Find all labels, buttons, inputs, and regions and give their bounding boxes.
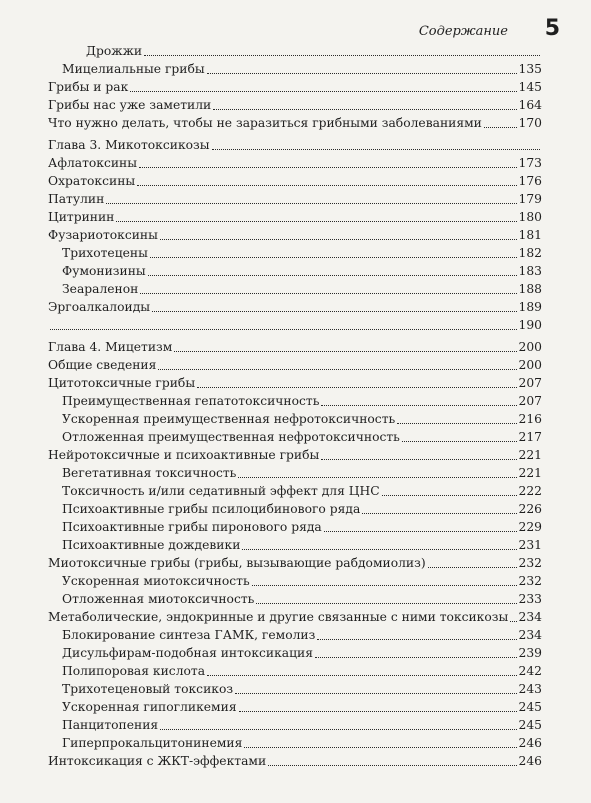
toc-entry: [48, 208, 542, 226]
toc-entry-page: 216: [518, 412, 542, 426]
dot-leader: [256, 603, 516, 604]
toc-entry: [48, 464, 542, 482]
dot-leader: [137, 185, 516, 186]
dot-leader: [144, 55, 540, 56]
toc-entry: [48, 244, 542, 262]
dot-leader: [197, 387, 516, 388]
dot-leader: [174, 351, 516, 352]
running-header: [40, 14, 560, 44]
toc-entry-page: 180: [518, 210, 542, 224]
toc-entry-page: 234: [518, 628, 542, 642]
toc-entry-page: 145: [518, 80, 542, 94]
toc-entry-label: Преимущественная гепатотоксичность: [62, 394, 320, 408]
toc-entry-page: 229: [518, 520, 542, 534]
dot-leader: [428, 567, 517, 568]
toc-entry-label: Фузариотоксины: [48, 228, 158, 242]
dot-leader: [207, 73, 517, 74]
dot-leader: [324, 531, 517, 532]
toc-entry-label: Миотоксичные грибы (грибы, вызывающие рабдомиолиз): [48, 556, 426, 570]
dot-leader: [402, 441, 517, 442]
toc-entry-label: Фумонизины: [62, 264, 146, 278]
toc-entry: [48, 280, 542, 298]
toc-entry-label: Ускоренная преимущественная нефротоксичность: [62, 412, 396, 426]
dot-leader: [140, 293, 516, 294]
toc-entry-page: 243: [518, 682, 542, 696]
toc-entry: [48, 428, 542, 446]
dot-leader: [484, 127, 517, 128]
toc-entry: [48, 356, 542, 374]
toc-entry-page: 189: [518, 300, 542, 314]
toc-entry-page: 135: [518, 62, 542, 76]
toc-entry: [48, 60, 542, 78]
toc-entry-page: 207: [518, 394, 542, 408]
toc-entry-label: Ускоренная миотоксичность: [62, 574, 250, 588]
dot-leader: [106, 203, 516, 204]
toc-entry-label: Панцитопения: [62, 718, 159, 732]
toc-entry-page: 176: [518, 174, 542, 188]
toc-entry: [48, 500, 542, 518]
dot-leader: [315, 657, 517, 658]
toc-entry-page: 164: [518, 98, 542, 112]
toc-entry-label: Общие сведения: [48, 358, 157, 372]
toc-entry-label: Эргоалкалоиды: [48, 300, 151, 314]
dot-leader: [382, 495, 517, 496]
toc-entry: [48, 374, 542, 392]
toc-entry: [48, 190, 542, 208]
toc-entry: [48, 716, 542, 734]
toc-entry-page: 173: [518, 156, 542, 170]
toc-entry-label: Нейротоксичные и психоактивные грибы: [48, 448, 320, 462]
toc-entry: [48, 590, 542, 608]
toc-entry: [48, 518, 542, 536]
dot-leader: [212, 149, 540, 150]
toc-entry-label: Охратоксины: [48, 174, 136, 188]
running-title: Содержание: [418, 24, 508, 39]
toc-entry: [48, 608, 542, 626]
toc-entry-page: 217: [518, 430, 542, 444]
toc-entry-label: Гиперпрокальцитонинемия: [62, 736, 243, 750]
toc-entry: [48, 316, 542, 334]
toc-entry-page: 188: [518, 282, 542, 296]
dot-leader: [321, 459, 516, 460]
toc-entry-page: 245: [518, 718, 542, 732]
toc-entry-page: 182: [518, 246, 542, 260]
toc-entry: [48, 698, 542, 716]
toc-entry-label: Психоактивные грибы пиронового ряда: [62, 520, 322, 534]
dot-leader: [152, 311, 516, 312]
toc-entry: [48, 446, 542, 464]
dot-leader: [244, 747, 516, 748]
dot-leader: [50, 329, 517, 330]
toc-entry-page: 181: [518, 228, 542, 242]
dot-leader: [238, 477, 516, 478]
toc-entry-label: Токсичность и/или седативный эффект для ЦНС: [62, 484, 380, 498]
toc-entry-label: Интоксикация с ЖКТ-эффектами: [48, 754, 267, 768]
dot-leader: [160, 239, 517, 240]
toc-entry: [48, 172, 542, 190]
toc-entry-label: Цитотоксичные грибы: [48, 376, 196, 390]
toc-entry-page: 246: [518, 754, 542, 768]
toc-entry: [48, 226, 542, 244]
toc-entry-label: Глава 3. Микотоксикозы: [48, 138, 210, 152]
dot-leader: [150, 257, 517, 258]
toc-entry: [48, 644, 542, 662]
page-number: 5: [544, 16, 560, 41]
toc-entry-label: Дрожжи: [86, 44, 143, 58]
toc-entry-label: Зеараленон: [62, 282, 139, 296]
dot-leader: [252, 585, 517, 586]
toc-entry-label: Мицелиальные грибы: [62, 62, 205, 76]
toc-entry-label: Грибы и рак: [48, 80, 129, 94]
toc-entry-page: 207: [518, 376, 542, 390]
toc-entry: [48, 298, 542, 316]
toc-entry-label: Глава 4. Мицетизм: [48, 340, 173, 354]
toc-entry-page: 232: [518, 574, 542, 588]
toc-entry-page: 170: [518, 116, 542, 130]
toc-entry-page: 222: [518, 484, 542, 498]
toc-entry-label: Цитринин: [48, 210, 115, 224]
dot-leader: [213, 109, 516, 110]
toc-entry-page: 242: [518, 664, 542, 678]
toc-entry: [48, 482, 542, 500]
dot-leader: [268, 765, 516, 766]
toc-entry-label: Метаболические, эндокринные и другие связанные с ними токсикозы: [48, 610, 509, 624]
toc-entry: [48, 42, 542, 60]
toc-entry-label: Что нужно делать, чтобы не заразиться грибными заболеваниями: [48, 116, 482, 130]
dot-leader: [235, 693, 516, 694]
toc-entry-label: Психоактивные дождевики: [62, 538, 241, 552]
toc-entry: [48, 78, 542, 96]
dot-leader: [239, 711, 517, 712]
toc-entry: [48, 680, 542, 698]
toc-entry: [48, 554, 542, 572]
toc-entry: [48, 734, 542, 752]
dot-leader: [148, 275, 517, 276]
dot-leader: [207, 675, 516, 676]
toc-entry-page: 190: [518, 318, 542, 332]
dot-leader: [317, 639, 516, 640]
dot-leader: [139, 167, 516, 168]
toc-entry: [48, 536, 542, 554]
toc-entry-page: 234: [518, 610, 542, 624]
toc-entry-label: Трихотецены: [62, 246, 148, 260]
toc-entry-page: 231: [518, 538, 542, 552]
dot-leader: [397, 423, 516, 424]
toc-entry: [48, 410, 542, 428]
toc-entry-label: Полипоровая кислота: [62, 664, 206, 678]
toc-entry-page: 221: [518, 466, 542, 480]
toc-entry-page: 183: [518, 264, 542, 278]
toc-entry-label: Вегетативная токсичность: [62, 466, 237, 480]
toc-entry: [48, 96, 542, 114]
toc-entry-page: 233: [518, 592, 542, 606]
dot-leader: [130, 91, 516, 92]
dot-leader: [160, 729, 516, 730]
toc-entry-page: 245: [518, 700, 542, 714]
toc-entry-label: Афлатоксины: [48, 156, 138, 170]
toc-entry: [48, 114, 542, 132]
toc-entry: [48, 136, 542, 154]
toc-entry-page: 200: [518, 358, 542, 372]
toc-entry-page: 246: [518, 736, 542, 750]
dot-leader: [510, 621, 516, 622]
toc-entry-label: Трихотеценовый токсикоз: [62, 682, 234, 696]
toc-entry: [48, 662, 542, 680]
toc-entry-label: Блокирование синтеза ГАМК, гемолиз: [62, 628, 316, 642]
toc-entry: [48, 752, 542, 770]
toc-entry: [48, 626, 542, 644]
toc-entry-label: Дисульфирам-подобная интоксикация: [62, 646, 313, 660]
toc-entry-page: 226: [518, 502, 542, 516]
toc-entry-page: 221: [518, 448, 542, 462]
toc-entry-page: 200: [518, 340, 542, 354]
dot-leader: [321, 405, 516, 406]
toc-entry: [48, 338, 542, 356]
toc-entry: [48, 262, 542, 280]
dot-leader: [242, 549, 516, 550]
toc-entry: [48, 572, 542, 590]
toc-entry-label: Отложенная миотоксичность: [62, 592, 255, 606]
toc-entry-label: Грибы нас уже заметили: [48, 98, 212, 112]
toc-entry: [48, 392, 542, 410]
dot-leader: [116, 221, 516, 222]
toc-entry-label: Отложенная преимущественная нефротоксичность: [62, 430, 400, 444]
dot-leader: [158, 369, 516, 370]
toc-entry-label: Патулин: [48, 192, 105, 206]
toc-entry-page: 179: [518, 192, 542, 206]
toc-entry: [48, 154, 542, 172]
dot-leader: [362, 513, 516, 514]
toc-entry-page: 232: [518, 556, 542, 570]
toc-entry-label: Психоактивные грибы псилоцибинового ряда: [62, 502, 361, 516]
toc-entry-page: 239: [518, 646, 542, 660]
toc-entry-label: Ускоренная гипогликемия: [62, 700, 237, 714]
